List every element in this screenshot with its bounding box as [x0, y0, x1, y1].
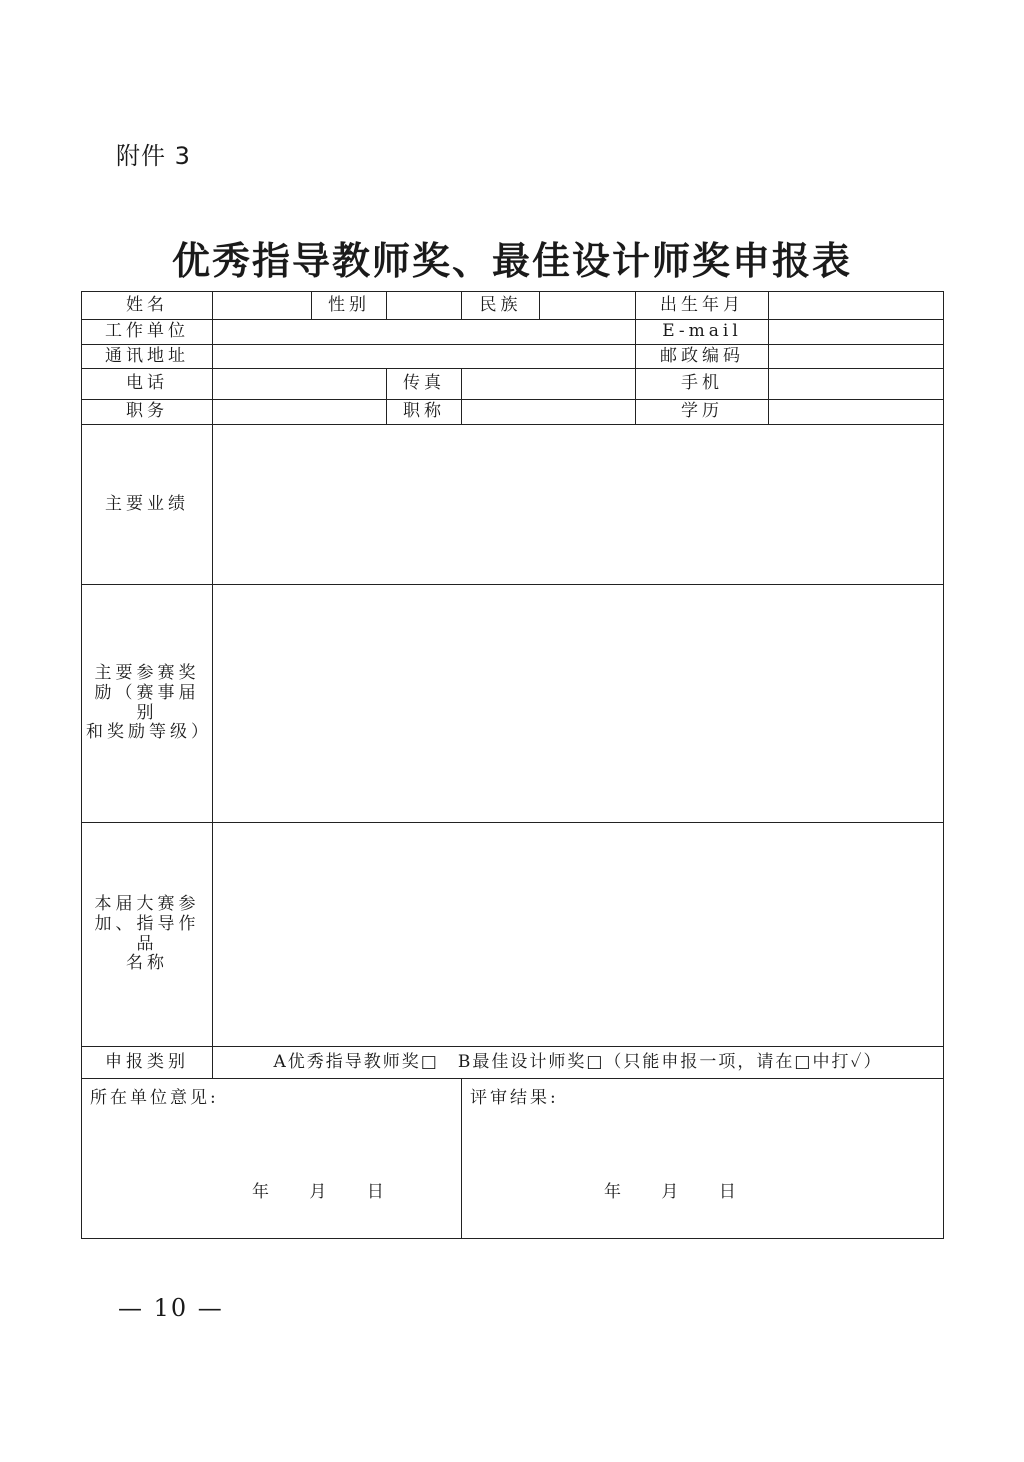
- page-number: — 10 —: [118, 1294, 224, 1322]
- gender-field[interactable]: [387, 292, 462, 320]
- email-label: E-mail: [636, 320, 769, 345]
- birth-field[interactable]: [769, 292, 944, 320]
- name-label: 姓名: [82, 292, 213, 320]
- mobile-label: 手机: [636, 369, 769, 400]
- phone-label: 电话: [82, 369, 213, 400]
- awards-label-line3: 和奖励等级）: [86, 722, 212, 743]
- review-date-day: 日: [718, 1182, 736, 1202]
- address-label: 通讯地址: [82, 345, 213, 369]
- awards-label-line2: 励（赛事届别: [94, 682, 200, 723]
- category-label: 申报类别: [82, 1047, 213, 1079]
- phone-field[interactable]: [213, 369, 387, 400]
- education-field[interactable]: [769, 400, 944, 425]
- unit-opinion-label: 所在单位意见:: [90, 1088, 219, 1108]
- unit-opinion-date: [252, 1183, 419, 1203]
- position-label: 职务: [82, 400, 213, 425]
- ethnicity-label: 民族: [462, 292, 540, 320]
- ethnicity-field[interactable]: [540, 292, 636, 320]
- review-date-year: 年: [604, 1182, 621, 1202]
- job-title-label: 职称: [387, 400, 462, 425]
- postcode-label: 邮政编码: [636, 345, 769, 369]
- awards-field[interactable]: [213, 585, 944, 823]
- form-title: 优秀指导教师奖、最佳设计师奖申报表: [171, 238, 852, 283]
- works-label-line2: 加、指导作品: [94, 913, 200, 954]
- gender-label: 性别: [312, 292, 387, 320]
- unit-date-month: 月: [309, 1182, 327, 1202]
- achievements-field[interactable]: [213, 425, 944, 585]
- position-field[interactable]: [213, 400, 387, 425]
- review-date-month: 月: [661, 1182, 679, 1202]
- application-form-table: [81, 291, 944, 1239]
- works-label-line1: 本届大赛参: [94, 894, 200, 915]
- birth-label: 出生年月: [636, 292, 769, 320]
- awards-label-line1: 主要参赛奖: [94, 663, 200, 684]
- review-result-date: [604, 1183, 771, 1203]
- employer-field[interactable]: [213, 320, 636, 345]
- unit-date-day: 日: [366, 1182, 384, 1202]
- unit-opinion-cell[interactable]: [82, 1079, 462, 1239]
- achievements-label: 主要业绩: [82, 425, 213, 585]
- name-field[interactable]: [213, 292, 312, 320]
- category-options[interactable]: A优秀指导教师奖□ B最佳设计师奖□（只能申报一项，请在□中打✓）: [213, 1047, 944, 1079]
- job-title-field[interactable]: [462, 400, 636, 425]
- review-result-label: 评审结果:: [470, 1088, 559, 1108]
- works-field[interactable]: [213, 823, 944, 1047]
- email-field[interactable]: [769, 320, 944, 345]
- fax-field[interactable]: [462, 369, 636, 400]
- employer-label: 工作单位: [82, 320, 213, 345]
- works-label: [82, 823, 213, 1047]
- mobile-field[interactable]: [769, 369, 944, 400]
- postcode-field[interactable]: [769, 345, 944, 369]
- works-label-line3: 名称: [126, 953, 168, 974]
- fax-label: 传真: [387, 369, 462, 400]
- address-field[interactable]: [213, 345, 636, 369]
- education-label: 学历: [636, 400, 769, 425]
- review-result-cell[interactable]: [462, 1079, 944, 1239]
- awards-label: [82, 585, 213, 823]
- attachment-label: 附件 3: [116, 142, 191, 170]
- unit-date-year: 年: [252, 1182, 269, 1202]
